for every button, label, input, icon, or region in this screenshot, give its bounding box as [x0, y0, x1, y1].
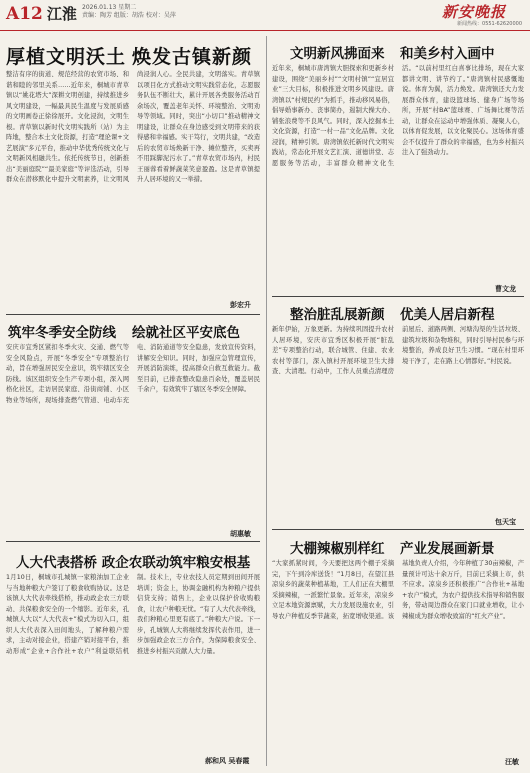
divider — [6, 541, 260, 542]
article-body: “大家抓紧时间，今天要把这两个棚子采摘完，下午到冷库送货！”1月8日，在望江县凉泉乡的蔬菜种植基地，工人们正在大棚里采摘辣椒，一派繁忙景象。近年来，凉泉乡立足本地资源禀赋，大力发展设施农业，引导农户种植反季节蔬菜，拓宽增收渠道。该基地负责人介绍，今年种植了30亩辣椒，产量预计可达十余万斤，目前已采摘上市，供不应求。凉泉乡还积极推广“合作社+基地+农户”模式，为农户提供技术指导和销售服务，带动周边群众在家门口就业增收，让小辣椒成为群众增收致富的“红火产业”。 — [272, 560, 524, 620]
article-body: 整洁有序的街道、规范经营的农贸市场、和谐和睦的邻里关系……近年来，桐城市青草镇以“姚花塔大”深耕文明创建，持续推进乡风文明建设，一幅最具民生温度与发展质感的文明画卷正徐徐展开。文化浸润，文明生根。青草镇以新时代文明实践所（站）为主阵地，整合本土文化资源，打造“理论课+文艺展演”多元平台，推动中华优秀传统文化与文明新风相融共生。依托传统节日，创新推出“美丽庭院”“最美家庭”等评选活动，引导群众在潜移默化中提升文明素养，让文明风尚浸润人心。全民共建，文明落实。青草镇以项目化方式推动文明实践常态化，志愿服务队伍不断壮大，累计开展各类服务活动百余场次，覆盖老年关怀、环境整治、文明劝导等领域。同时，突出“小切口”推动精神文明建设，让群众在身边感受到文明带来的获得感和幸福感。实干笃行，文明共建，“改造后的农贸市场焕新干净、摊位整齐，买卖再不用踩脚泥污水了。”青草农贸市场内，村民王丽蓉看着鲜蔬菜笑意盈盈。这是青草镇提升人居环境的又一举措。 — [6, 71, 260, 183]
article-title: 和美乡村入画中 — [400, 46, 495, 62]
divider — [272, 296, 524, 297]
page-header — [0, 0, 530, 31]
article-author: 曹文龙 — [495, 285, 516, 293]
divider — [6, 314, 260, 315]
article-body: 新年伊始，万象更新。为持续巩固提升农村人居环境，安庆市宜秀区积极开展“脏乱差”专项整治行动，联合城管、住建、农业农村等部门，深入镇村开展环境卫生大排查、大清理。行动中，工作人员重点清理房前屋后、道路两侧、河塘沟渠的生活垃圾、建筑垃圾和杂物堆积，同时引导村民参与环境整治，养成良好卫生习惯。“现在村里环境干净了，走在路上心情都好。”村民说。 — [272, 326, 524, 375]
newspaper-logo: 新安晚报 — [442, 3, 507, 21]
article-title: 产业发展画新景 — [400, 541, 495, 557]
article-author: 彭宏升 — [230, 301, 251, 309]
article-title: 绘就社区平安底色 — [132, 325, 240, 341]
article-title: 焕发古镇新颜 — [132, 46, 253, 68]
article-author: 胡惠敏 — [230, 530, 251, 538]
hotline: 新闻热线：0551-62620000 — [457, 21, 522, 27]
column-divider — [266, 36, 267, 766]
divider — [272, 529, 524, 530]
article-title: 厚植文明沃土 — [6, 46, 127, 68]
article-author: 汪敏 — [505, 758, 519, 766]
article-body: 1月10日，桐城市孔城镇一家粮油加工企业与当地种粮大户签订了粮食收购协议。这是该镇人大代表牵线搭桥，推动政企农三方联动、共保粮食安全的一个缩影。近年来，孔城镇人大以“人大代表+”模式为切入口，组织人大代表深入田间地头，了解种粮户需求，主动对接企业，搭建产销对接平台，推动形成“企业+合作社+农户”利益联结机制。技术上，专业农技人员定期到田间开展培训；资金上，协调金融机构为种粮户提供信贷支持；销售上，企业以保护价收购粮食，让农户种粮无忧。“有了人大代表牵线，我们种粮心里更有底了。”种粮大户说。下一步，孔城镇人大将继续发挥代表作用，进一步加强政企农三方合作，为保障粮食安全、推进乡村振兴贡献人大力量。 — [6, 574, 260, 655]
article-title: 文明新风拂面来 — [290, 46, 385, 62]
article-title: 大棚辣椒别样红 — [290, 541, 385, 557]
article-body: 安庆市宜秀区紧扣冬季火灾、交通、燃气等安全风险点，开展“冬季安全”专项整治行动，旨在增强居民安全意识，筑牢辖区安全防线。该区组织安全生产专项小组，深入网格化社区，走访居民家庭、沿街商铺、小区物业等场所，现场排查燃气管道、电动车充电、消防通道等安全隐患，发放宣传资料，讲解安全知识。同时，加强应急管理宣传，开展消防演练，提高群众自救互救能力。截至目前，已排查整改隐患百余处，覆盖居民千余户，有效筑牢了辖区冬季安全屏障。 — [6, 344, 260, 404]
article-author: 郝和风 吴春霞 — [205, 757, 250, 765]
article-title: 人大代表搭桥 政企农联动筑牢粮安根基 — [16, 555, 251, 571]
article-author: 包天宝 — [495, 518, 516, 526]
article-title: 优美人居启新程 — [400, 307, 495, 323]
section-name: 江淮 — [46, 5, 77, 23]
page-number: A12 江淮 — [6, 4, 77, 24]
date-line: 2026.01.13 星期二 责编：陶芳 组版：胡浩 校对：吴萍 — [82, 4, 176, 19]
article-body: 近年来，桐城市唐湾镇大胆探索和更新乡村建设，围绕“美丽乡村”“文明村镇”“宜居宜业”三大目标，积极推进文明乡风建设。唐湾镇以“村规民约”为抓手，推动移风易俗，倡导婚事新办、丧事简办，遏制大操大办、铺张浪费等不良风气。同时，深入挖掘本土文化资源，打造“一村一品”文化品牌。文化浸润，精神引领。唐湾镇依托新时代文明实践站，常态化开展文艺汇演、道德讲堂、志愿服务等活动，丰富群众精神文化生活。“以前村里红白喜事比排场，现在大家都讲文明、讲节约了。”唐湾镇村民感慨地说。体育为翼，活力焕发。唐湾镇还大力发展群众体育，建设篮球场、健身广场等场所，开展“村BA”篮球赛、广场舞比赛等活动，让群众在运动中增强体质、凝聚人心，以体育促发展，以文化聚民心。这场体育盛会不仅提升了群众的幸福感，也为乡村振兴注入了强劲动力。 — [272, 65, 524, 167]
article-title: 筑牢冬季安全防线 — [8, 325, 116, 341]
article-title: 整治脏乱展新颜 — [290, 307, 385, 323]
